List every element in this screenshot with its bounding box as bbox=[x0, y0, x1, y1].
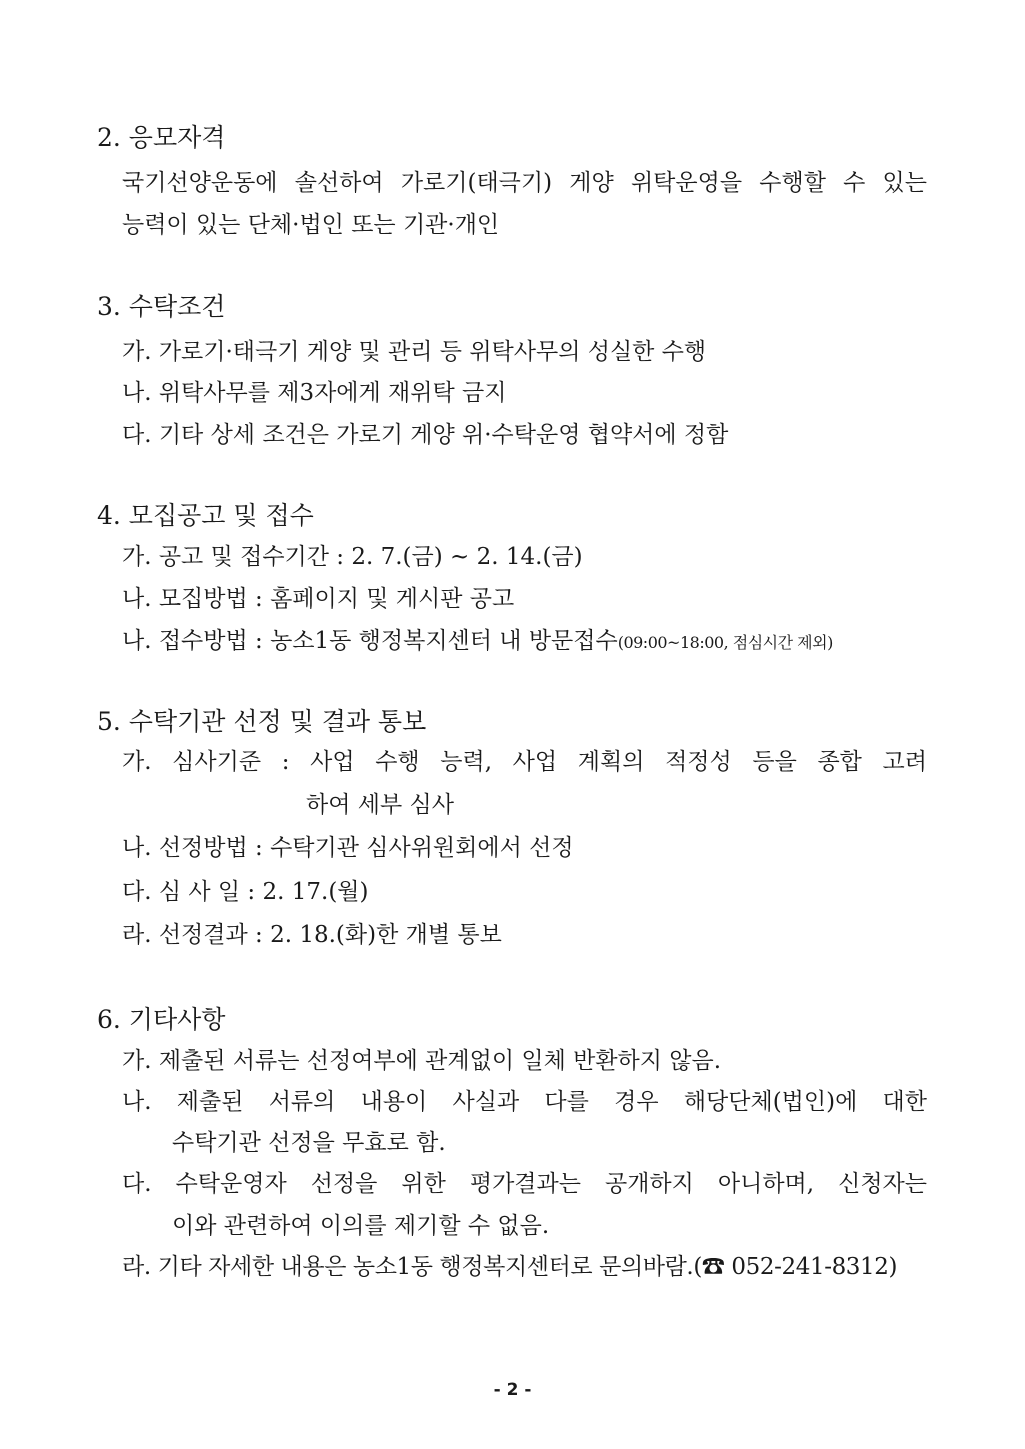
other-item-ra-contact: 라. 기타 자세한 내용은 농소1동 행정복지센터로 문의바람.(☎ 052-241-8312) bbox=[122, 1254, 898, 1280]
section-heading-other: 6. 기타사항 bbox=[97, 1005, 226, 1034]
selection-item-criteria-cont: 하여 세부 심사 bbox=[306, 792, 454, 818]
conditions-item-na: 나. 위탁사무를 제3자에게 재위탁 금지 bbox=[122, 380, 507, 406]
other-item-na: 나. 제출된 서류의 내용이 사실과 다를 경우 해당단체(법인)에 대한 bbox=[122, 1089, 927, 1115]
recruitment-item-receipt bbox=[122, 622, 833, 655]
other-item-ga: 가. 제출된 서류는 선정여부에 관계없이 일체 반환하지 않음. bbox=[122, 1048, 722, 1074]
conditions-item-da: 다. 기타 상세 조건은 가로기 게양 위·수탁운영 협약서에 정함 bbox=[122, 422, 729, 448]
eligibility-text-line-2: 능력이 있는 단체·법인 또는 기관·개인 bbox=[122, 212, 500, 238]
selection-item-method: 나. 선정방법 : 수탁기관 심사위원회에서 선정 bbox=[122, 835, 574, 861]
eligibility-text-line-1: 국기선양운동에 솔선하여 가로기(태극기) 게양 위탁운영을 수행할 수 있는 bbox=[122, 170, 927, 196]
other-item-na-cont: 수탁기관 선정을 무효로 함. bbox=[172, 1130, 446, 1156]
recruitment-item-method: 나. 모집방법 : 홈페이지 및 게시판 공고 bbox=[122, 586, 515, 612]
section-heading-recruitment: 4. 모집공고 및 접수 bbox=[97, 501, 314, 530]
selection-item-review-date: 다. 심 사 일 : 2. 17.(월) bbox=[122, 879, 369, 905]
conditions-item-ga: 가. 가로기·태극기 게양 및 관리 등 위탁사무의 성실한 수행 bbox=[122, 339, 707, 365]
section-heading-eligibility: 2. 응모자격 bbox=[97, 123, 226, 152]
other-item-da: 다. 수탁운영자 선정을 위한 평가결과는 공개하지 아니하며, 신청자는 bbox=[122, 1171, 927, 1197]
section-heading-selection: 5. 수탁기관 선정 및 결과 통보 bbox=[97, 707, 427, 736]
section-heading-conditions: 3. 수탁조건 bbox=[97, 292, 226, 321]
selection-item-result: 라. 선정결과 : 2. 18.(화)한 개별 통보 bbox=[122, 922, 502, 948]
receipt-main-text: 나. 접수방법 : 농소1동 행정복지센터 내 방문접수 bbox=[122, 628, 618, 654]
other-item-da-cont: 이와 관련하여 이의를 제기할 수 없음. bbox=[172, 1213, 550, 1239]
page-number: - 2 - bbox=[493, 1380, 532, 1400]
selection-item-criteria: 가. 심사기준 : 사업 수행 능력, 사업 계획의 적정성 등을 종합 고려 bbox=[122, 749, 927, 775]
receipt-hours-note: (09:00~18:00, 점심시간 제외) bbox=[617, 633, 833, 652]
recruitment-item-period: 가. 공고 및 접수기간 : 2. 7.(금) ~ 2. 14.(금) bbox=[122, 544, 583, 570]
